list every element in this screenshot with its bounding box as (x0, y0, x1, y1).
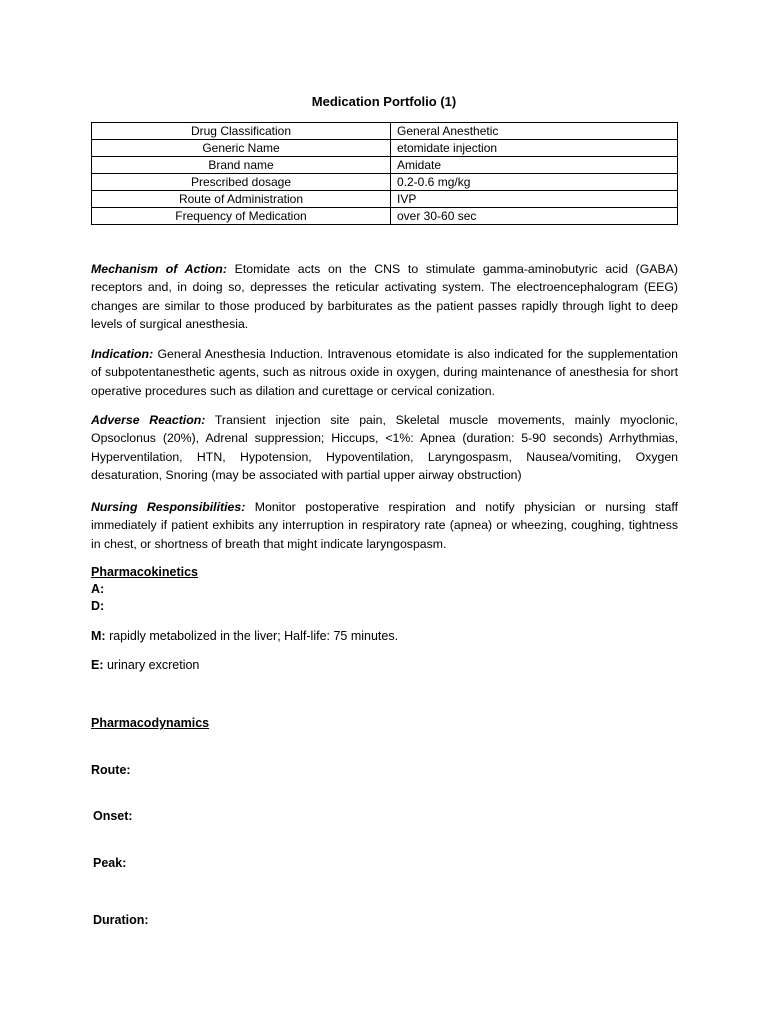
excretion-label: E: (91, 658, 104, 672)
nursing-label: Nursing Responsibilities: (91, 500, 246, 514)
indication-text: General Anesthesia Induction. Intravenous etomidate is also indicated for the supplementation of subpotentanesthetic agents, such as nitrous oxide in oxygen, during maintenance of anesthesia for short operative procedures such as dilation and curettage or cervical conization. (91, 347, 678, 398)
table-value-cell: General Anesthetic (391, 123, 678, 140)
table-value-cell: over 30-60 sec (391, 208, 678, 225)
excretion-text: urinary excretion (106, 658, 200, 672)
adverse-reaction-text: Transient injection site pain, Skeletal muscle movements, mainly myoclonic, Opsoclonus (20%), Adrenal suppression; Hiccups, <1%: Apnea (duration: 5-90 seconds) Arrhythmias, Hyperventilation, HTN, Hypotension, Hypoventilation, Laryngospasm, Nausea/vomiting, Oxygen desaturation, Snoring (may be associated with partial upper airway obstruction) (91, 413, 678, 482)
table-label-cell: Brand name (92, 157, 391, 174)
onset-label: Onset: (93, 809, 133, 823)
adverse-reaction-label: Adverse Reaction: (91, 413, 206, 427)
nursing-text: Monitor postoperative respiration and notify physician or nursing staff immediately if patient exhibits any interruption in respiratory rate (apnea) or wheezing, coughing, tightness in chest, or shortness of breath that might indicate laryngospasm. (91, 500, 679, 551)
mechanism-text: Etomidate acts on the CNS to stimulate gamma-aminobutyric acid (GABA) receptors and, in doing so, depresses the reticular activating system. The electroencephalogram (EEG) changes are similar to those produced by barbiturates as the patient passes rapidly through light to deep levels of surgical anesthesia. (91, 262, 679, 331)
table-label-cell: Frequency of Medication (92, 208, 391, 225)
table-row (92, 174, 678, 191)
table-label-cell: Prescribed dosage (92, 174, 391, 191)
table-value-cell: IVP (391, 191, 678, 208)
table-row (92, 208, 678, 225)
table-label-cell: Drug Classification (92, 123, 391, 140)
metabolism-label: M: (91, 629, 106, 643)
route-label: Route: (91, 763, 131, 777)
page-title: Medication Portfolio (1) (311, 94, 457, 109)
duration-label: Duration: (93, 913, 149, 927)
absorption-label: A: (91, 582, 105, 596)
indication-paragraph (91, 345, 678, 400)
table-label-cell: Generic Name (92, 140, 391, 157)
metabolism-text: rapidly metabolized in the liver; Half-life: 75 minutes. (109, 629, 399, 643)
table-value-cell: etomidate injection (391, 140, 678, 157)
distribution-label: D: (91, 599, 105, 613)
pharmacodynamics-heading: Pharmacodynamics (91, 716, 210, 730)
adverse-reaction-paragraph (91, 411, 678, 484)
table-row (92, 191, 678, 208)
table-row (92, 157, 678, 174)
peak-label: Peak: (93, 856, 127, 870)
mechanism-label: Mechanism of Action: (91, 262, 227, 276)
table-row (92, 140, 678, 157)
indication-label: Indication: (91, 347, 154, 361)
table-value-cell: Amidate (391, 157, 678, 174)
medication-info-table (91, 122, 678, 225)
nursing-paragraph (91, 498, 678, 553)
table-label-cell: Route of Administration (92, 191, 391, 208)
table-row (92, 123, 678, 140)
metabolism-line (91, 628, 398, 645)
mechanism-paragraph (91, 260, 678, 333)
table-value-cell: 0.2-0.6 mg/kg (391, 174, 678, 191)
pharmacokinetics-heading: Pharmacokinetics (91, 565, 198, 579)
excretion-line (91, 657, 199, 674)
